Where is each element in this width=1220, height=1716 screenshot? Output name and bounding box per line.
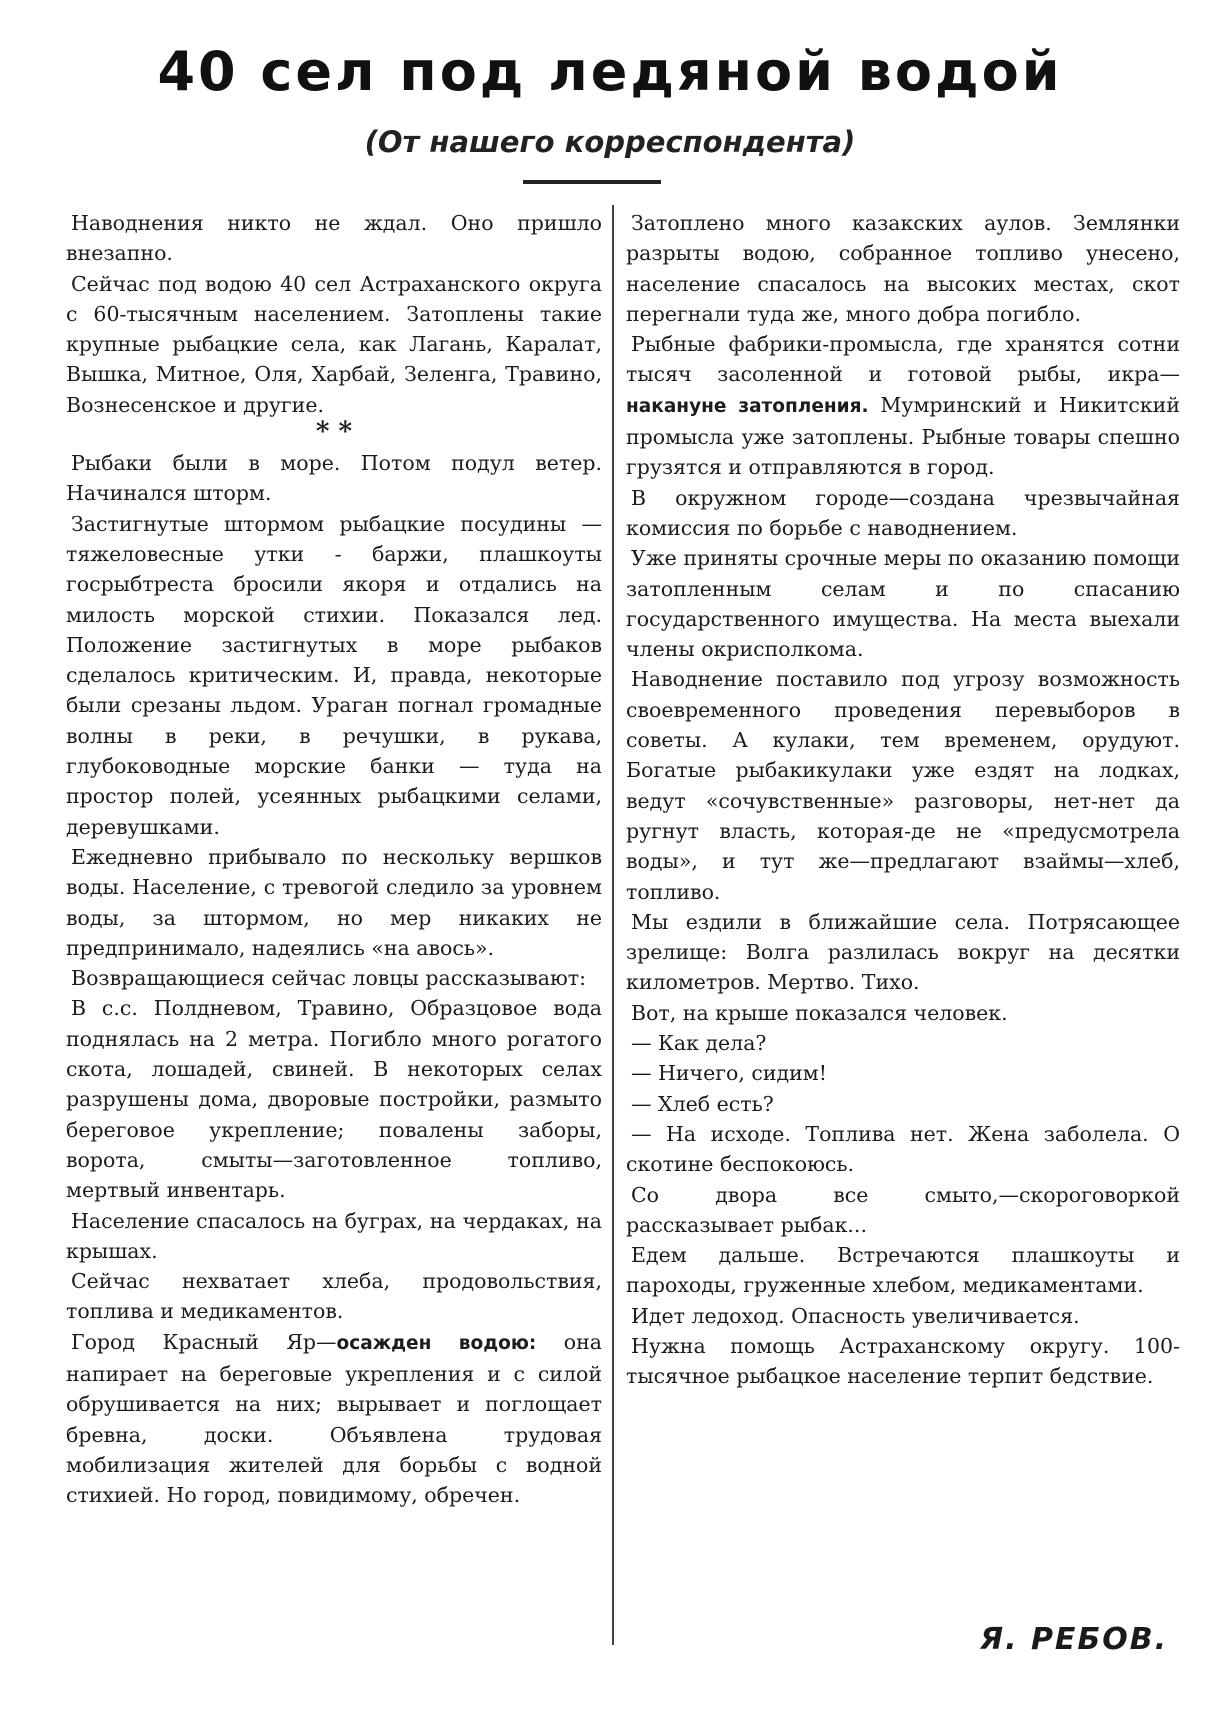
paragraph: Нужна помощь Астраханскому округу. 100-тысячное рыбацкое население терпит бедствие. bbox=[626, 1333, 1180, 1389]
paragraph: Со двора все смыто,—скороговоркой рассказывает рыбак... bbox=[626, 1182, 1180, 1237]
title-rule bbox=[523, 180, 661, 184]
paragraph: Идет ледоход. Опасность увеличивается. bbox=[631, 1303, 1080, 1328]
dialogue-line: — Как дела? bbox=[631, 1031, 767, 1056]
dialogue-line: — Хлеб есть? bbox=[631, 1091, 774, 1116]
paragraph: Уже приняты срочные меры по оказанию помощи затопленным селам и по спасанию государственного имущества. На места выехали члены окрисполкома. bbox=[626, 546, 1180, 662]
right-column bbox=[626, 208, 1180, 1392]
article-title: 40 сел под ледяной водой bbox=[157, 40, 1063, 103]
bold-text-run: накануне затопления. bbox=[626, 395, 869, 417]
paragraph: Вот, на крыше показался человек. bbox=[631, 1000, 1008, 1025]
paragraph: Застигнутые штормом рыбацкие посудины —тяжеловесные утки - баржи, плашкоуты госрыбтреста бросили якоря и отдались на милость морской стихии. Показался лед. Положение застигнутых в море рыбаков сделалось критическим. И, правда, некоторые были срезаны льдом. Ураган погнал громадные волны в реки, в речушки, в рукава, глубоководные морские банки — туда на простор полей, усеянных рыбацкими селами, деревушками. bbox=[66, 511, 602, 839]
author-signature: Я. РЕБОВ. bbox=[980, 1622, 1169, 1657]
text-run: она напирает на береговые укрепления и с силой обрушивается на них; вырывает и поглощает бревна, доски. Объявлена трудовая мобилизация жителей для борьбы с водной стихией. Но город, повидимому, обречен. bbox=[66, 1329, 602, 1508]
text-run: Город Красный Яр— bbox=[71, 1329, 337, 1354]
section-separator: * * bbox=[315, 417, 353, 448]
text-run: Мумринский и Никитский промысла уже затоплены. Рыбные товары спешно грузятся и отправляются в город. bbox=[626, 392, 1180, 480]
article-byline: (От нашего корреспондента) bbox=[364, 125, 856, 159]
dialogue-line: — На исходе. Топлива нет. Жена заболела. О скотине беспокоюсь. bbox=[626, 1121, 1180, 1177]
paragraph: Возвращающиеся сейчас ловцы рассказывают: bbox=[71, 966, 587, 991]
paragraph: В окружном городе—создана чрезвычайная комиссия по борьбе с наводнением. bbox=[626, 485, 1180, 540]
paragraph: Едем дальше. Встречаются плашкоуты и пароходы, груженные хлебом, медикаментами. bbox=[626, 1243, 1180, 1298]
paragraph bbox=[66, 1327, 602, 1511]
paragraph: Наводнения никто не ждал. Оно пришло внезапно. bbox=[66, 211, 602, 266]
paragraph: Рыбаки были в море. Потом подул ветер. Начинался шторм. bbox=[66, 451, 602, 506]
paragraph: Затоплено много казакских аулов. Землянки разрыты водою, собранное топливо унесено, население спасалось на высоких местах, скот перегнали туда же, много добра погибло. bbox=[626, 211, 1180, 326]
paragraph: В с.с. Полдневом, Травино, Образцовое вода поднялась на 2 метра. Погибло много рогатого скота, лошадей, свиней. В некоторых селах разрушены дома, дворовые постройки, размыто береговое укрепление; повалены заборы, ворота, смыты—заготовленное топливо, мертвый инвентарь. bbox=[66, 996, 602, 1203]
paragraph: Население спасалось на буграх, на чердаках, на крышах. bbox=[66, 1208, 602, 1263]
column-divider bbox=[612, 205, 614, 1645]
dialogue-line: — Ничего, сидим! bbox=[631, 1061, 827, 1086]
paragraph: Сейчас под водою 40 сел Астраханского округа с 60-тысячным населением. Затоплены такие крупные рыбацкие села, как Лагань, Каралат, Вышка, Митное, Оля, Харбай, Зеленга, Травино, Вознесенское и другие. bbox=[66, 271, 602, 417]
left-column bbox=[66, 208, 602, 1510]
paragraph: Сейчас нехватает хлеба, продовольствия, топлива и медикаментов. bbox=[66, 1269, 602, 1324]
paragraph: Наводнение поставило под угрозу возможность своевременного проведения перевыборов в советы. А кулаки, тем временем, орудуют. Богатые рыбакикулаки уже ездят на лодках, ведут «сочувственные» разговоры, нет-нет да ругнут власть, которая-де не «предусмотрела воды», и тут же—предлагают взаймы—хлеб, топливо. bbox=[626, 667, 1180, 904]
text-run: Рыбные фабрики-промысла, где хранятся сотни тысяч засоленной и готовой рыбы, икра— bbox=[626, 332, 1180, 387]
bold-text-run: осажден водою: bbox=[336, 1332, 537, 1354]
paragraph: Мы ездили в ближайшие села. Потрясающее зрелище: Волга разлилась вокруг на десятки километров. Мертво. Тихо. bbox=[626, 909, 1180, 995]
paragraph: Ежедневно прибывало по нескольку вершков воды. Население, с тревогой следило за уровнем воды, за штормом, но мер никаких не предпринимало, надеялись «на авось». bbox=[66, 844, 602, 960]
paragraph bbox=[626, 329, 1180, 482]
